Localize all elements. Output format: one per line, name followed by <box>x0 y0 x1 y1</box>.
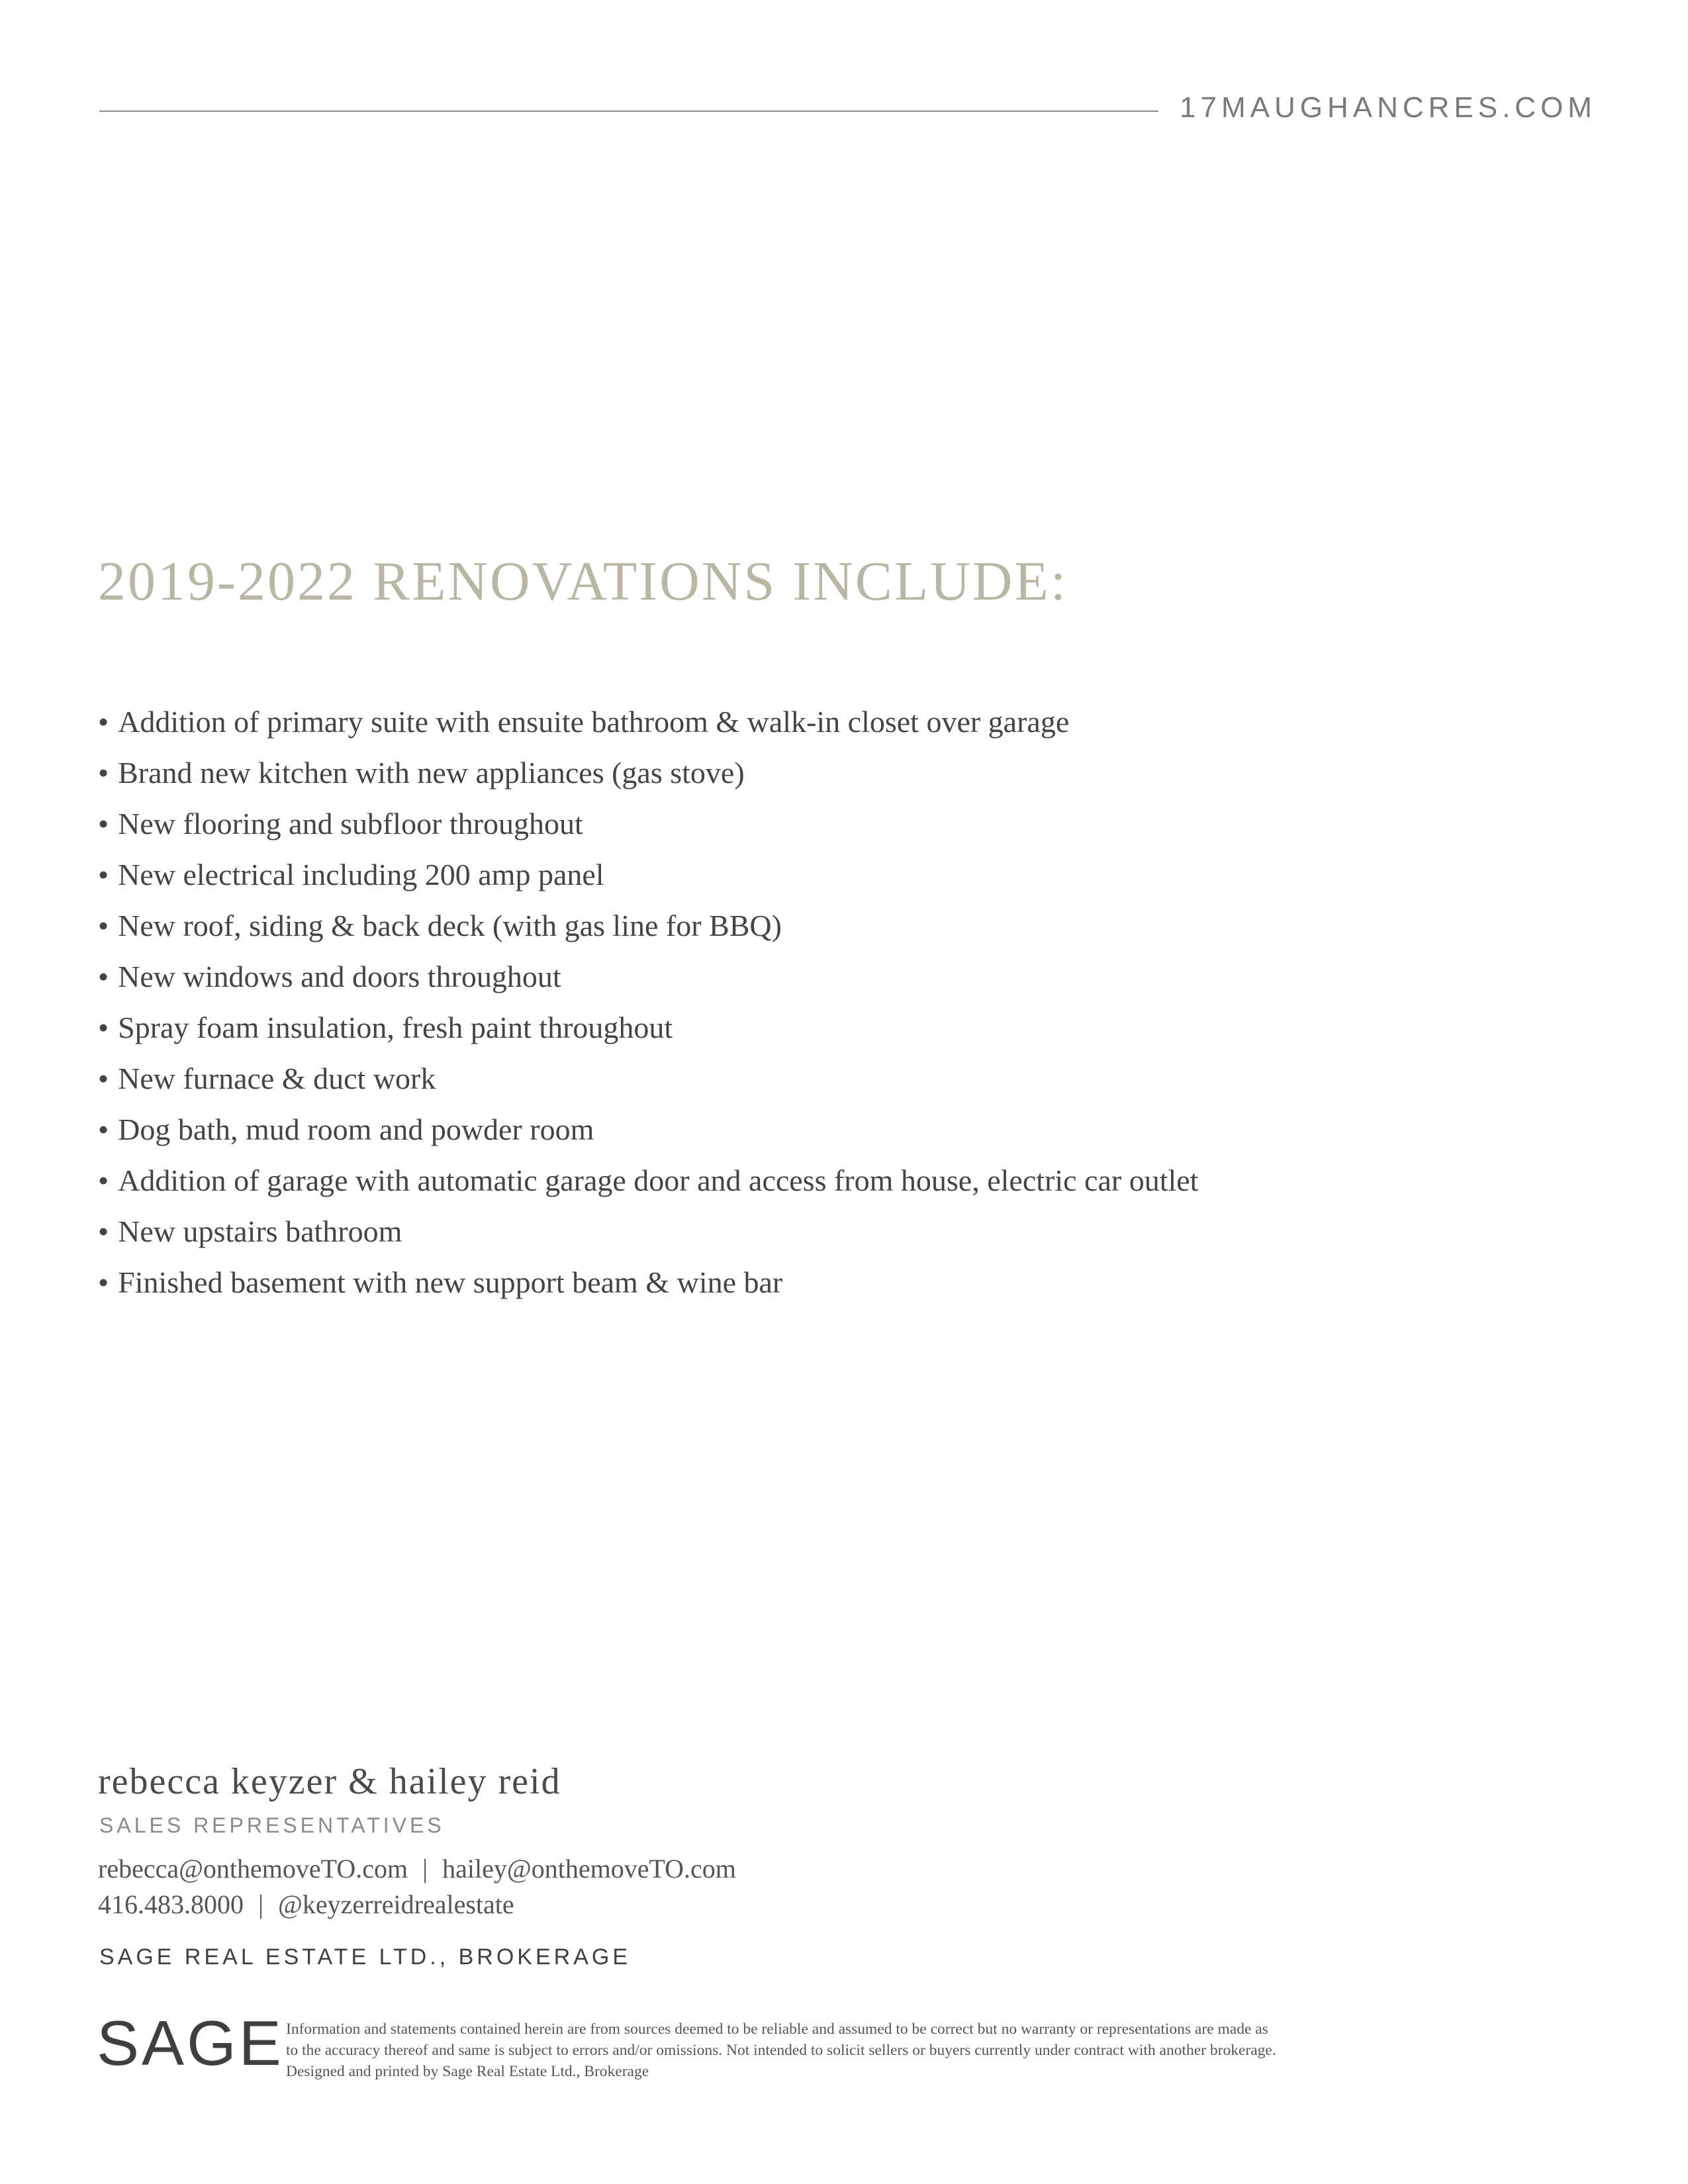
email-hailey-link[interactable]: hailey@onthemoveTO.com <box>442 1854 736 1884</box>
sage-logo: SAGE <box>97 2008 284 2079</box>
social-handle-link[interactable]: @keyzerreidrealestate <box>278 1889 514 1919</box>
list-item: • Addition of primary suite with ensuite bathroom & walk-in closet over garage <box>98 696 1198 747</box>
separator: | <box>422 1854 428 1884</box>
disclaimer-line: to the accuracy thereof and same is subject to errors and/or omissions. Not intended to solicit sellers or buyers currently under contract with another brokerage. <box>286 2042 1276 2059</box>
email-rebecca-link[interactable]: rebecca@onthemoveTO.com <box>98 1854 408 1884</box>
list-item: • Finished basement with new support beam & wine bar <box>98 1257 1198 1308</box>
list-item: • Addition of garage with automatic garage door and access from house, electric car outlet <box>98 1155 1198 1206</box>
list-item: • New furnace & duct work <box>98 1053 1198 1104</box>
list-item: • New windows and doors throughout <box>98 951 1198 1002</box>
contact-emails <box>98 1853 736 1884</box>
list-item: • New flooring and subfloor throughout <box>98 798 1198 849</box>
agent-role: SALES REPRESENTATIVES <box>99 1813 445 1837</box>
disclaimer <box>286 2019 1590 2082</box>
list-item: • Dog bath, mud room and powder room <box>98 1104 1198 1155</box>
renovations-list <box>98 696 1198 1308</box>
agent-names: rebecca keyzer & hailey reid <box>98 1761 561 1802</box>
header-divider <box>99 111 1158 112</box>
list-item: • Spray foam insulation, fresh paint throughout <box>98 1002 1198 1053</box>
list-item: • New upstairs bathroom <box>98 1206 1198 1257</box>
disclaimer-line: Information and statements contained herein are from sources deemed to be reliable and assumed to be correct but no warranty or representations are made as <box>286 2021 1268 2038</box>
list-item: • New electrical including 200 amp panel <box>98 849 1198 900</box>
contact-phone-social <box>98 1889 514 1920</box>
separator: | <box>258 1889 264 1919</box>
page-title: 2019-2022 RENOVATIONS INCLUDE: <box>98 551 1068 612</box>
brokerage-name: SAGE REAL ESTATE LTD., BROKERAGE <box>99 1944 632 1970</box>
website-url[interactable]: 17MAUGHANCRES.COM <box>1180 91 1597 124</box>
phone-number[interactable]: 416.483.8000 <box>98 1889 244 1919</box>
disclaimer-line: Designed and printed by Sage Real Estate Ltd., Brokerage <box>286 2063 649 2080</box>
list-item: • New roof, siding & back deck (with gas line for BBQ) <box>98 900 1198 951</box>
list-item: • Brand new kitchen with new appliances (gas stove) <box>98 747 1198 798</box>
